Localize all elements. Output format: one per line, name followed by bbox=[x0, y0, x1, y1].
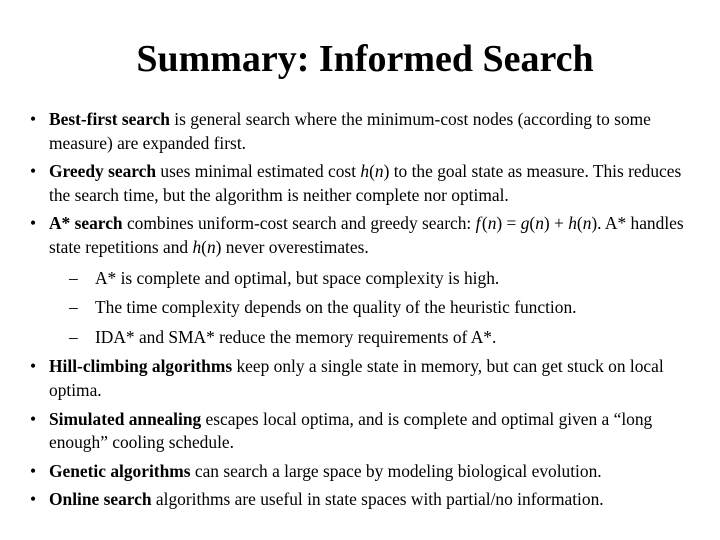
bullet-item-greedy: • Greedy search uses minimal estimated cost h(n) to the goal state as measure. This reduces the search time, but the algorithm is neither complete nor optimal. bbox=[30, 161, 682, 205]
sub-bullet-item bbox=[49, 267, 700, 291]
bullet-icon: • bbox=[30, 109, 37, 129]
dash-icon: – bbox=[69, 326, 78, 347]
bullet-icon: • bbox=[30, 489, 37, 510]
math-n: n bbox=[206, 236, 216, 257]
bullet-term: Hill-climbing algorithms bbox=[49, 356, 233, 377]
bullet-term: Online search bbox=[49, 489, 152, 510]
math-h: h bbox=[568, 213, 577, 234]
bullet-icon: • bbox=[30, 460, 37, 481]
sub-bullet-item bbox=[49, 296, 700, 320]
dash-icon: – bbox=[69, 267, 78, 288]
bullet-item-best-first bbox=[30, 108, 700, 155]
bullet-list bbox=[30, 108, 700, 517]
bullet-text: never overestimates. bbox=[221, 236, 369, 257]
bullet-item-hill-climbing bbox=[30, 355, 700, 402]
bullet-item-simulated-annealing bbox=[30, 408, 700, 455]
dash-icon: – bbox=[69, 297, 78, 318]
math-f: f bbox=[475, 213, 481, 234]
slide-title: Summary: Informed Search bbox=[136, 38, 594, 80]
math-n: n bbox=[582, 213, 592, 234]
bullet-text: keep only a single state in memory, but can get stuck on local optima. bbox=[49, 356, 664, 400]
math-n: n bbox=[374, 161, 384, 182]
sub-bullet-item bbox=[49, 326, 700, 350]
bullet-item-genetic bbox=[30, 460, 700, 484]
math-g: g bbox=[520, 213, 530, 234]
bullet-item-a-star: • A* search combines uniform-cost search and greedy search: f (n) = g(n) + h(n). A* handles state repetitions and h(n) never overestimates. – A* is complete and optimal, but space complexity is high. – The time complexity depends on the quality of the heuristic function. – IDA* and SMA* reduce the memory requirements of A*. bbox=[30, 212, 700, 349]
bullet-icon: • bbox=[30, 408, 37, 429]
bullet-term: Greedy search bbox=[49, 161, 157, 182]
bullet-term: A* search bbox=[49, 213, 123, 234]
bullet-icon: • bbox=[30, 213, 37, 234]
bullet-text: can search a large space by modeling biological evolution. bbox=[190, 460, 602, 481]
bullet-icon: • bbox=[30, 161, 37, 182]
sub-bullet-text: A* is complete and optimal, but space complexity is high. bbox=[95, 267, 500, 288]
bullet-term: Simulated annealing bbox=[49, 408, 202, 429]
sub-bullet-list bbox=[49, 267, 700, 350]
math-n: n bbox=[535, 213, 544, 234]
bullet-text: algorithms are useful in state spaces with partial/no information. bbox=[151, 489, 604, 510]
bullet-text: is general search where the minimum-cost nodes (according to some measure) are expanded first. bbox=[49, 109, 651, 153]
sub-bullet-text: The time complexity depends on the quality of the heuristic function. bbox=[95, 297, 577, 318]
math-h: h bbox=[192, 236, 202, 257]
sub-bullet-text: IDA* and SMA* reduce the memory requirements of A*. bbox=[95, 326, 497, 347]
math-h: h bbox=[360, 161, 370, 182]
bullet-text: escapes local optima, and is complete and optimal given a “long enough” cooling schedule. bbox=[49, 408, 653, 453]
bullet-term: Best-first search bbox=[49, 109, 170, 129]
bullet-item-online-search bbox=[30, 488, 700, 512]
bullet-text: combines uniform-cost search and greedy search: bbox=[122, 213, 476, 234]
bullet-text: uses minimal estimated cost bbox=[156, 161, 361, 182]
math-n: n bbox=[487, 213, 497, 234]
bullet-term: Genetic algorithms bbox=[49, 460, 191, 481]
bullet-text: to the goal state as measure. This reduces the search time, but the algorithm is neither complete nor optimal. bbox=[49, 161, 682, 205]
bullet-text: A* handles state repetitions and bbox=[49, 213, 684, 257]
bullet-icon: • bbox=[30, 356, 37, 377]
